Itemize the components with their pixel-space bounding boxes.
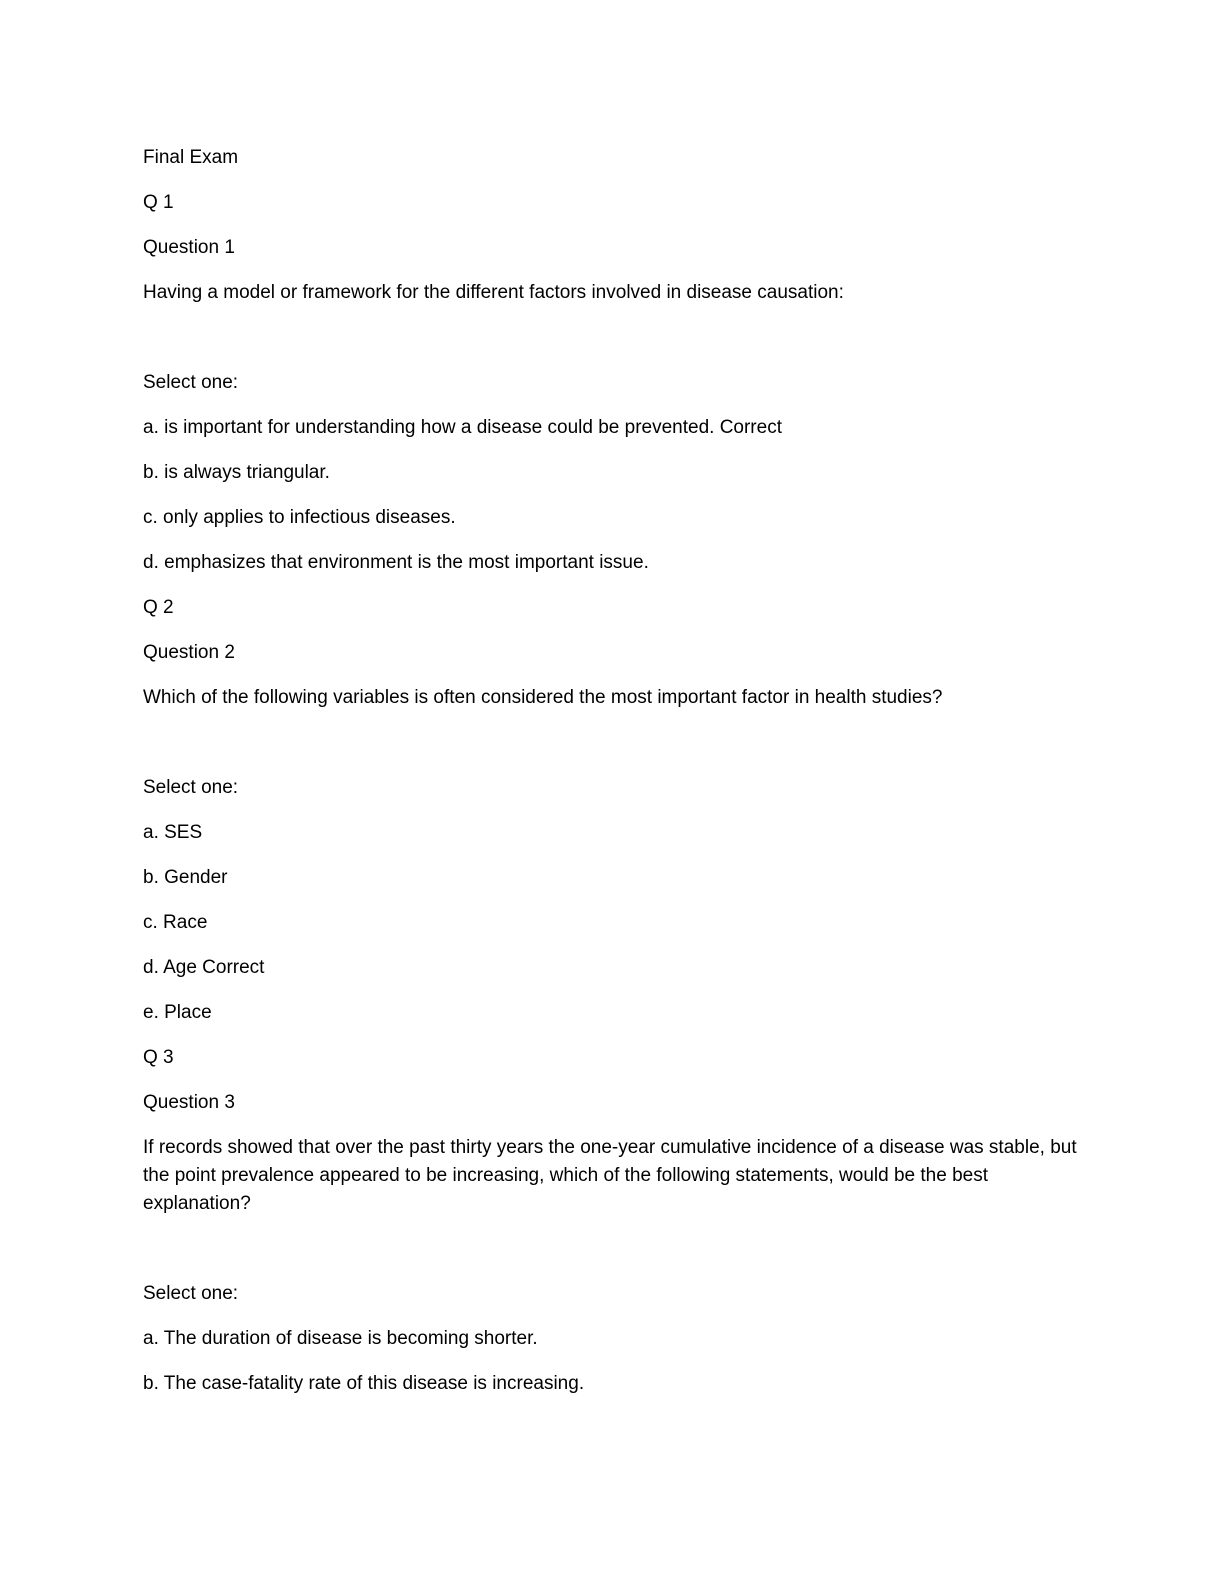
question-2-option-e: e. Place	[143, 1002, 212, 1023]
question-1-prompt: Having a model or framework for the different factors involved in disease causation:	[143, 282, 844, 303]
question-2-option-c: c. Race	[143, 912, 208, 933]
question-2-option-a: a. SES	[143, 822, 203, 843]
question-2-label: Q 2	[143, 597, 174, 618]
question-1-heading: Question 1	[143, 237, 235, 258]
question-2-heading: Question 2	[143, 642, 235, 663]
question-1-option-b: b. is always triangular.	[143, 462, 330, 483]
question-1-option-d: d. emphasizes that environment is the most important issue.	[143, 552, 649, 573]
question-3-label: Q 3	[143, 1047, 174, 1068]
blank-line	[143, 324, 1081, 352]
question-2-option-b: b. Gender	[143, 867, 228, 888]
question-1-select-label: Select one:	[143, 372, 239, 393]
question-3-option-a: a. The duration of disease is becoming shorter.	[143, 1328, 538, 1349]
question-1-option-c: c. only applies to infectious diseases.	[143, 507, 456, 528]
blank-line	[143, 729, 1081, 757]
question-2-option-d: d. Age Correct	[143, 957, 265, 978]
blank-line	[143, 1235, 1081, 1263]
question-3-prompt: If records showed that over the past thirty years the one-year cumulative incidence of a disease was stable, but the point prevalence appeared to be increasing, which of the following statements, would be the best explanation?	[143, 1137, 1077, 1214]
question-3-option-b: b. The case-fatality rate of this disease is increasing.	[143, 1373, 585, 1394]
question-1-label: Q 1	[143, 192, 174, 213]
question-3-select-label: Select one:	[143, 1283, 239, 1304]
document-title: Final Exam	[143, 147, 239, 168]
question-1-option-a: a. is important for understanding how a disease could be prevented. Correct	[143, 417, 782, 438]
question-2-prompt: Which of the following variables is often considered the most important factor in health studies?	[143, 687, 943, 708]
question-2-select-label: Select one:	[143, 777, 239, 798]
question-3-heading: Question 3	[143, 1092, 235, 1113]
